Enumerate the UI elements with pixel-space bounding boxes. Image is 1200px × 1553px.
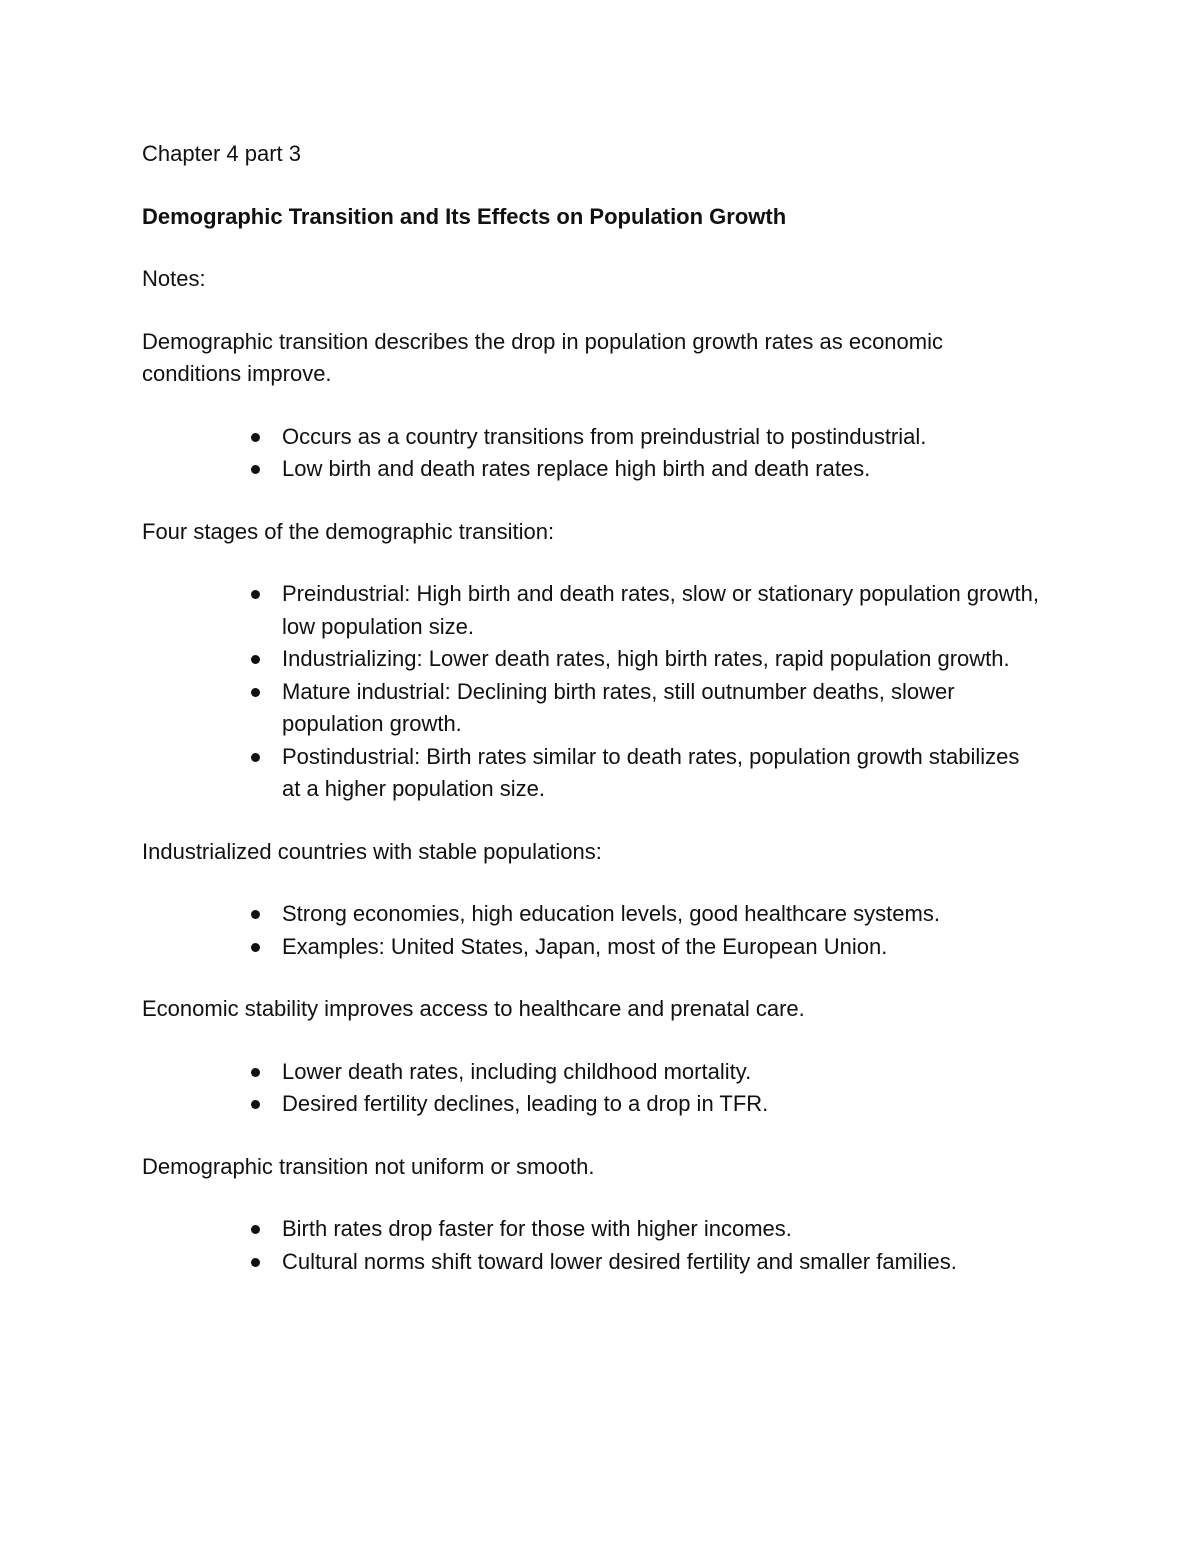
list-item-text: Desired fertility declines, leading to a drop in TFR. — [282, 1091, 769, 1116]
notes-label: Notes: — [142, 266, 206, 291]
list-item-text: Cultural norms shift toward lower desired fertility and smaller families. — [282, 1248, 957, 1274]
document-title: Demographic Transition and Its Effects on Population Growth — [142, 203, 787, 229]
list-item-text: Strong economies, high education levels, good healthcare systems. — [282, 901, 940, 926]
bullet-list — [142, 898, 1042, 963]
bullet-icon — [251, 1225, 260, 1234]
list-item-text: Occurs as a country transitions from preindustrial to postindustrial. — [282, 423, 927, 449]
bullet-icon — [251, 910, 260, 919]
list-item — [282, 1088, 1042, 1121]
list-item — [282, 741, 1042, 806]
list-item — [282, 931, 1042, 964]
bullet-icon — [251, 465, 260, 474]
bullet-icon — [251, 1258, 260, 1267]
list-item — [282, 578, 1042, 643]
list-item-text: Birth rates drop faster for those with higher incomes. — [282, 1216, 792, 1241]
bullet-icon — [251, 433, 260, 442]
document-page — [142, 138, 1042, 1278]
document-subtitle: Chapter 4 part 3 — [142, 141, 301, 166]
list-item-text: Mature industrial: Declining birth rates, still outnumber deaths, slower population growth. — [282, 678, 955, 736]
bullet-list — [142, 1056, 1042, 1121]
bullet-icon — [251, 1068, 260, 1077]
list-item — [282, 1213, 1042, 1246]
section-text: Economic stability improves access to healthcare and prenatal care. — [142, 996, 805, 1021]
bullet-icon — [251, 753, 260, 762]
list-item — [282, 643, 1042, 676]
list-item — [282, 1056, 1042, 1089]
bullet-icon — [251, 1100, 260, 1109]
bullet-list — [142, 1213, 1042, 1278]
list-item — [282, 676, 1042, 741]
bullet-list — [142, 421, 1042, 486]
bullet-icon — [251, 688, 260, 697]
list-item-text: Examples: United States, Japan, most of the European Union. — [282, 933, 888, 959]
list-item-text: Preindustrial: High birth and death rates, slow or stationary population growth, low population size. — [282, 581, 1039, 639]
list-item-text: Lower death rates, including childhood mortality. — [282, 1058, 752, 1084]
list-item — [282, 1246, 1042, 1279]
list-item-text: Low birth and death rates replace high birth and death rates. — [282, 456, 871, 481]
section-text: Industrialized countries with stable populations: — [142, 838, 602, 864]
list-item-text: Industrializing: Lower death rates, high birth rates, rapid population growth. — [282, 646, 1010, 671]
section-text: Demographic transition not uniform or smooth. — [142, 1153, 595, 1179]
bullet-list — [142, 578, 1042, 806]
bullet-icon — [251, 943, 260, 952]
section-text: Demographic transition describes the drop in population growth rates as economic conditions improve. — [142, 328, 943, 386]
section-text: Four stages of the demographic transition: — [142, 518, 555, 544]
list-item — [282, 421, 1042, 454]
list-item — [282, 898, 1042, 931]
bullet-icon — [251, 655, 260, 664]
bullet-icon — [251, 590, 260, 599]
list-item — [282, 453, 1042, 486]
list-item-text: Postindustrial: Birth rates similar to death rates, population growth stabilizes at a higher population size. — [282, 743, 1020, 801]
